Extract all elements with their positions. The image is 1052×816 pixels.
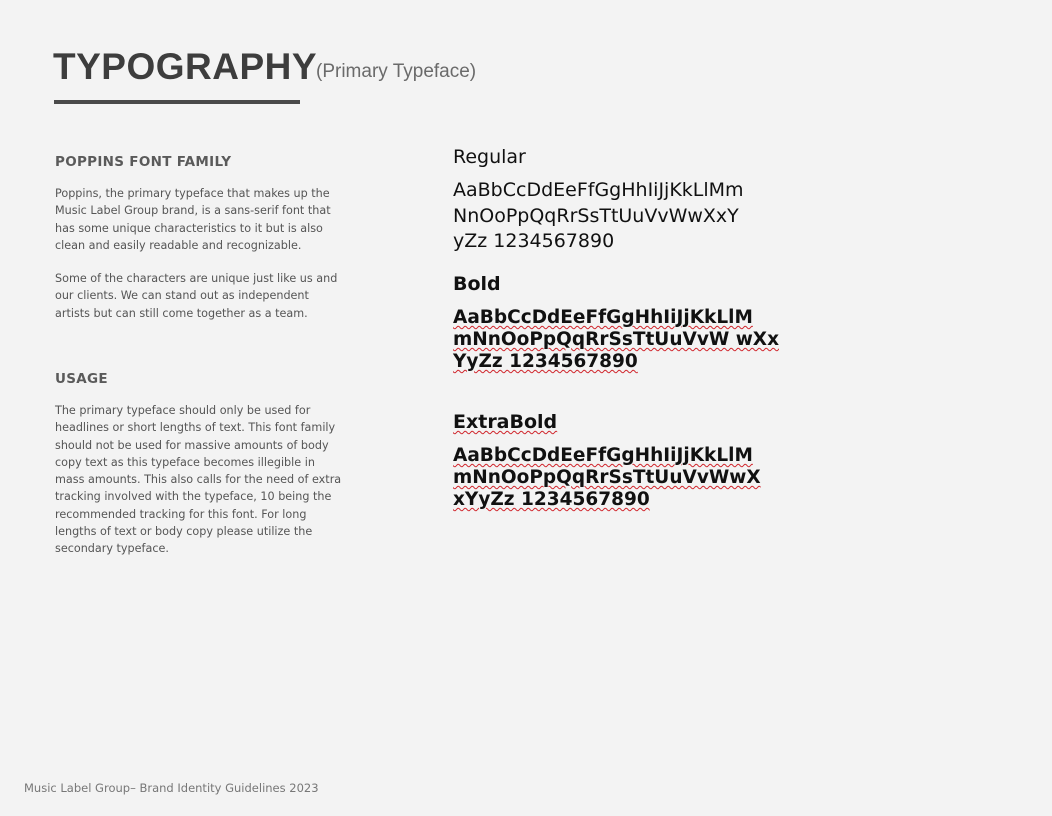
bold-label: Bold xyxy=(453,273,501,295)
footer-text: Music Label Group– Brand Identity Guidelines 2023 xyxy=(24,781,319,795)
bold-sample-line: mNnOoPpQqRrSsTtUuVvW wXx xyxy=(453,329,780,350)
extrabold-label: ExtraBold xyxy=(453,411,558,433)
regular-label: Regular xyxy=(453,146,526,168)
extrabold-sample-line: AaBbCcDdEeFfGgHhIiJjKkLlM xyxy=(453,445,753,466)
font-family-paragraph-2: Some of the characters are unique just like us and our clients. We can stand out as independent artists but can still come together as a team. xyxy=(55,272,338,320)
extrabold-sample-line: mNnOoPpQqRrSsTtUuVvWwX xyxy=(453,467,761,488)
bold-sample-line: AaBbCcDdEeFfGgHhIiJjKkLlM xyxy=(453,307,753,328)
regular-specimen xyxy=(453,145,744,255)
extrabold-specimen xyxy=(453,410,761,511)
usage-section xyxy=(55,370,347,558)
font-family-paragraph-1: Poppins, the primary typeface that makes up the Music Label Group brand, is a sans-serif font that has some unique characteristics to it but is also clean and easily readable and recognizable. xyxy=(55,187,331,252)
title-underline xyxy=(54,100,300,104)
regular-sample-line: yZz 1234567890 xyxy=(453,230,615,252)
page-subtitle: (Primary Typeface) xyxy=(316,61,477,82)
usage-paragraph: The primary typeface should only be used for headlines or short lengths of text. This font family should not be used for massive amounts of body copy text as this typeface becomes illegible in mass amounts. This also calls for the need of extra tracking involved with the typeface, 10 being the recommended tracking for this font. For long lengths of text or body copy please utilize the secondary typeface. xyxy=(55,404,342,556)
regular-sample-line: NnOoPpQqRrSsTtUuVvWwXxY xyxy=(453,204,739,227)
font-family-section xyxy=(55,153,347,322)
font-family-heading: POPPINS FONT FAMILY xyxy=(55,154,232,170)
bold-specimen xyxy=(453,272,779,373)
extrabold-sample-line: xYyZz 1234567890 xyxy=(453,489,650,510)
usage-heading: USAGE xyxy=(55,371,108,387)
bold-sample-line: YyZz 1234567890 xyxy=(453,351,638,372)
page-title: TYPOGRAPHY xyxy=(53,46,318,87)
regular-sample-line: AaBbCcDdEeFfGgHhIiJjKkLlMm xyxy=(453,179,744,201)
